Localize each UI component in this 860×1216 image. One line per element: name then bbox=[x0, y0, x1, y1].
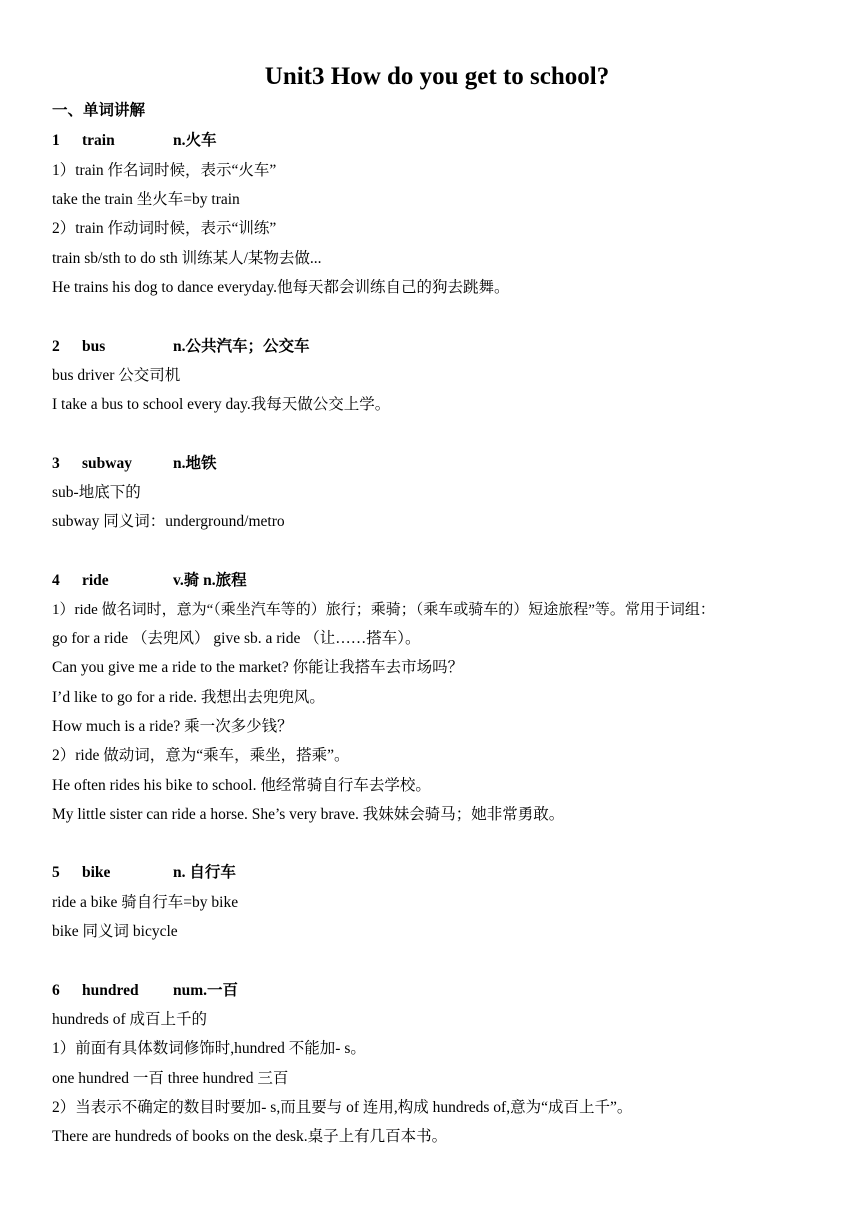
entry-line: He often rides his bike to school. 他经常骑自行车去学校。 bbox=[52, 777, 431, 794]
entry-line: I take a bus to school every day.我每天做公交上学。 bbox=[52, 396, 391, 413]
entry-line: bus driver 公交司机 bbox=[52, 367, 181, 384]
entry-word: subway bbox=[82, 455, 132, 472]
entry-line: My little sister can ride a horse. She’s very brave. 我妹妹会骑马；她非常勇敢。 bbox=[52, 806, 565, 823]
entry-line: I’d like to go for a ride. 我想出去兜兜风。 bbox=[52, 689, 325, 706]
entry-line: 1）前面有具体数词修饰时,hundred 不能加- s。 bbox=[52, 1040, 366, 1057]
entry-line: take the train 坐火车=by train bbox=[52, 191, 240, 208]
entry-heading-subway bbox=[52, 453, 217, 475]
entry-line: How much is a ride? 乘一次多少钱？ bbox=[52, 718, 293, 735]
entry-line: train sb/sth to do sth 训练某人/某物去做... bbox=[52, 250, 322, 267]
entry-word: bike bbox=[82, 864, 111, 881]
section-heading: 一、单词讲解 bbox=[52, 102, 146, 119]
entry-heading-bus bbox=[52, 336, 310, 358]
entry-word: ride bbox=[82, 572, 109, 589]
entry-definition: n.火车 bbox=[173, 132, 217, 149]
entry-line: There are hundreds of books on the desk.桌子上有几百本书。 bbox=[52, 1128, 448, 1145]
entry-definition: v.骑 n.旅程 bbox=[173, 572, 247, 589]
entry-number: 6 bbox=[52, 982, 60, 999]
entry-definition: n.公共汽车；公交车 bbox=[173, 338, 310, 355]
entry-line: 1）train 作名词时候，表示“火车” bbox=[52, 162, 277, 179]
entry-line: hundreds of 成百上千的 bbox=[52, 1011, 207, 1028]
entry-line: Can you give me a ride to the market? 你能让我搭车去市场吗？ bbox=[52, 659, 464, 676]
entry-definition: num.一百 bbox=[173, 982, 239, 999]
entry-heading-hundred bbox=[52, 980, 238, 1002]
entry-word: bus bbox=[82, 338, 106, 355]
entry-line: bike 同义词 bicycle bbox=[52, 923, 178, 940]
entry-line: 2）当表示不确定的数目时要加- s,而且要与 of 连用,构成 hundreds of,意为“成百上千”。 bbox=[52, 1099, 633, 1116]
entry-number: 2 bbox=[52, 338, 60, 355]
entry-line: ride a bike 骑自行车=by bike bbox=[52, 894, 239, 911]
entry-heading-train bbox=[52, 130, 217, 152]
page-title: Unit3 How do you get to school? bbox=[264, 63, 610, 90]
entry-line: one hundred 一百 three hundred 三百 bbox=[52, 1070, 289, 1087]
entry-number: 4 bbox=[52, 572, 60, 589]
entry-heading-ride bbox=[52, 570, 247, 592]
entry-definition: n.地铁 bbox=[173, 455, 217, 472]
entry-number: 3 bbox=[52, 455, 60, 472]
entry-word: train bbox=[82, 132, 115, 149]
entry-definition: n. 自行车 bbox=[173, 864, 236, 881]
entry-heading-bike bbox=[52, 862, 236, 884]
entry-line: subway 同义词：underground/metro bbox=[52, 513, 285, 530]
entry-line: 1）ride 做名词时，意为“（乘坐汽车等的）旅行；乘骑；（乘车或骑车的）短途旅程”等。常用于词组： bbox=[52, 602, 715, 618]
entry-line: He trains his dog to dance everyday.他每天都会训练自己的狗去跳舞。 bbox=[52, 279, 510, 296]
entry-line: go for a ride （去兜风） give sb. a ride （让……搭车）。 bbox=[52, 630, 421, 647]
entry-line: sub-地底下的 bbox=[52, 484, 141, 501]
entry-line: 2）ride 做动词，意为“乘车，乘坐，搭乘”。 bbox=[52, 747, 350, 764]
entry-line: 2）train 作动词时候，表示“训练” bbox=[52, 220, 277, 237]
entry-word: hundred bbox=[82, 982, 139, 999]
entry-number: 1 bbox=[52, 132, 60, 149]
entry-number: 5 bbox=[52, 864, 60, 881]
